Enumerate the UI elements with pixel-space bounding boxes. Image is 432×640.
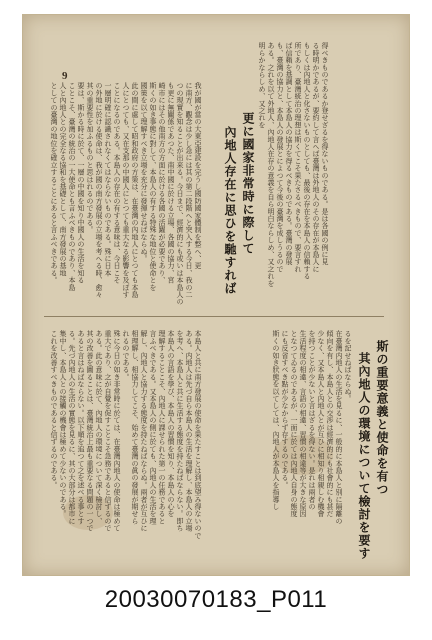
bottom-left-text-column xyxy=(50,330,201,562)
text-line: 理解することこそ、內地人に課せられた第一の任務であると xyxy=(158,330,166,525)
bottom-right-text-column xyxy=(272,330,351,562)
text-line: 相理解し、相協力してこそ、始めて臺灣の眞の發展が期せら xyxy=(131,330,139,525)
text-line: ことこそ、臺灣の統治の一大使命とも言ふべきものであり、本島 xyxy=(68,82,76,291)
text-line: の外地に於ける使命は、我が國の南方發展の立場を考へる時、愈々 xyxy=(95,82,103,298)
text-line: 重大であり、之が自覺を促すことこそ急務であると信ずるので xyxy=(104,330,112,532)
text-line: る時明かであるが、要約して言へば臺灣は外地人のその存在が本島人に xyxy=(312,42,320,273)
text-line: としての臺灣の地位を確立することにあると言ふべきである。 xyxy=(50,82,58,284)
section-heading-top-2: 內地人存在に思ひを馳すれば xyxy=(223,126,237,295)
top-left-text-column xyxy=(50,82,202,306)
text-line: 傾向を有し、本島人との交渉は經濟的にも社會的にも甚だ xyxy=(326,330,334,518)
text-line: 集中し、本島人との接觸の機會は極めて少ないのである。 xyxy=(59,330,67,518)
text-line: もしくは內地人と化さないものとしても、最後の存在を本島人の信賴する xyxy=(303,42,311,280)
section-heading-bottom-1: 斯の重要意義と使命を有つ xyxy=(375,340,389,496)
page-number: 9 xyxy=(62,70,68,82)
text-line: つの現實を知ることが出来る。今日まで、經濟的にも或いは本島人の xyxy=(176,82,184,306)
text-line: 少なく、又本島人と內地人とが互ひに相知り相親しむ機會 xyxy=(317,330,325,518)
text-line: 本島人と共に南方發展の使命を果たすことは到底望み得ないので xyxy=(194,330,202,539)
section-divider xyxy=(44,316,384,317)
text-line: ある。之れを以て外地人、內地人在存の意義を自ら明白ならしめ、又之れを xyxy=(267,42,275,287)
text-line: を考へ、本島人と共に生活する態度を持たねばならない。即ち xyxy=(176,330,184,532)
text-line: 崎市にはその他南方の方面に於ける各國の活躍が必要であり、 xyxy=(158,82,166,284)
text-line: ば信賴を基調として本島人の協力を得るべきものである。臺灣の發展 xyxy=(285,42,293,266)
text-line: 所であり、臺灣統治の理想は斯くてこそ果たさるべきもので、要言すれ xyxy=(294,42,302,273)
text-line: あると言はねばならない。以下順を追つて之を述べる事とす xyxy=(77,330,85,525)
text-line: に南方、觀念は少し急には其の第二段階へと突入する今日、我の二 xyxy=(185,82,193,298)
image-caption: 20030070183_P011 xyxy=(104,586,328,613)
section-heading-bottom-2: 其內地人の環境について檢討を要す xyxy=(357,352,371,560)
text-line: 我が國が當の大東亞建設を完うし國防國家體制を整へ、更 xyxy=(194,82,202,270)
text-line: も更に無關係であつた、南中國に於ける立場、各國の協力、宮 xyxy=(167,82,175,284)
text-line: 殊に今日の如き非常時に於ては、在臺灣內地人の使命は極めて xyxy=(113,330,121,532)
text-line: にも反省すべき點が少なからず存するのである。 xyxy=(281,330,289,489)
text-line: 斯くの如き事態に對して、本島人の有する特殊な地位と使命とを xyxy=(149,82,157,291)
text-line: ことになるのである。本島人の存在の有する意味は、今日こそ xyxy=(113,82,121,284)
text-line: 此の間に處して昭和政府の方策は、在臺灣の內地人にとつても本島 xyxy=(131,82,139,298)
text-line: となつてゐるのであるが、一面に於ては內地人自身の態度 xyxy=(290,330,298,518)
text-line: ある。此の意味に於て、內地人の環境について深く檢討し、 xyxy=(95,330,103,525)
text-line: 其の改善を圖ることは、臺灣統治上最も重要なる問題の一つで xyxy=(86,330,94,532)
text-line: これを改善すべきものであると信ずるのである。 xyxy=(50,330,58,489)
top-right-text-column xyxy=(258,42,328,300)
section-heading-top-1: 更に國家非常時に際して xyxy=(241,112,255,255)
text-line: 生活程度の相違、言語の相違、習慣の相違等が大きな原因 xyxy=(299,330,307,518)
text-line: 言ふべきである。又本島人の側に於ても、內地人の生活を理 xyxy=(149,330,157,525)
text-line: を持つことが少ないと言はざるを得ない。是れは兩者の xyxy=(308,330,316,510)
text-line: 斯くの如き狀態を以てしては、內地人が本島人を指導し xyxy=(272,330,280,510)
text-line: 本島人の言語を學び、本島人の習慣を知り、本島人の心を xyxy=(167,330,175,518)
text-line: 解し、內地人と協力する態度を持たねばならぬ。兩者が互ひに xyxy=(140,330,148,532)
text-line: 明らかならしめ、又之れを xyxy=(258,42,266,129)
text-line: 國策を以て理解すべき立場を充分に發揮せねばならぬ。 xyxy=(140,82,148,262)
text-line: れるのである。 xyxy=(122,330,130,381)
text-line: る。先づ內地人の生活の實態を見るに、其の大部分は都市に xyxy=(68,330,76,525)
text-line: 得べきものであるか登せざるを得ないものである。是は各國の例に見 xyxy=(321,42,329,266)
text-line: ある。内地人は先づ自ら本島人の生活を理解し、本島人の立場 xyxy=(185,330,193,532)
text-line: 人にとつても、又在支那の中國人にとつても重大なる影響を及ぼす xyxy=(122,82,130,298)
text-line: 人と內地人との完全なる協和を基礎として、南方發展の基地 xyxy=(59,82,67,277)
text-line: 要は、斯かる時に於て、一層の中國を知り中國人の生活を知る xyxy=(77,82,85,284)
text-line: 其の重要性を加ふるものと思はれるのである。 xyxy=(86,82,94,234)
text-line: るを記せねばならぬ。 xyxy=(344,330,352,402)
text-line: 在臺灣内地人の生活を見るに、一般的に本島人と別に隔離の xyxy=(335,330,343,525)
text-line: も、臺灣の協力と、本島人の發展とによつて今後の臺灣を成しうるので xyxy=(276,42,284,273)
text-line: 一層明確に認識されなくてはならないものである。殊に日本 xyxy=(104,82,112,277)
